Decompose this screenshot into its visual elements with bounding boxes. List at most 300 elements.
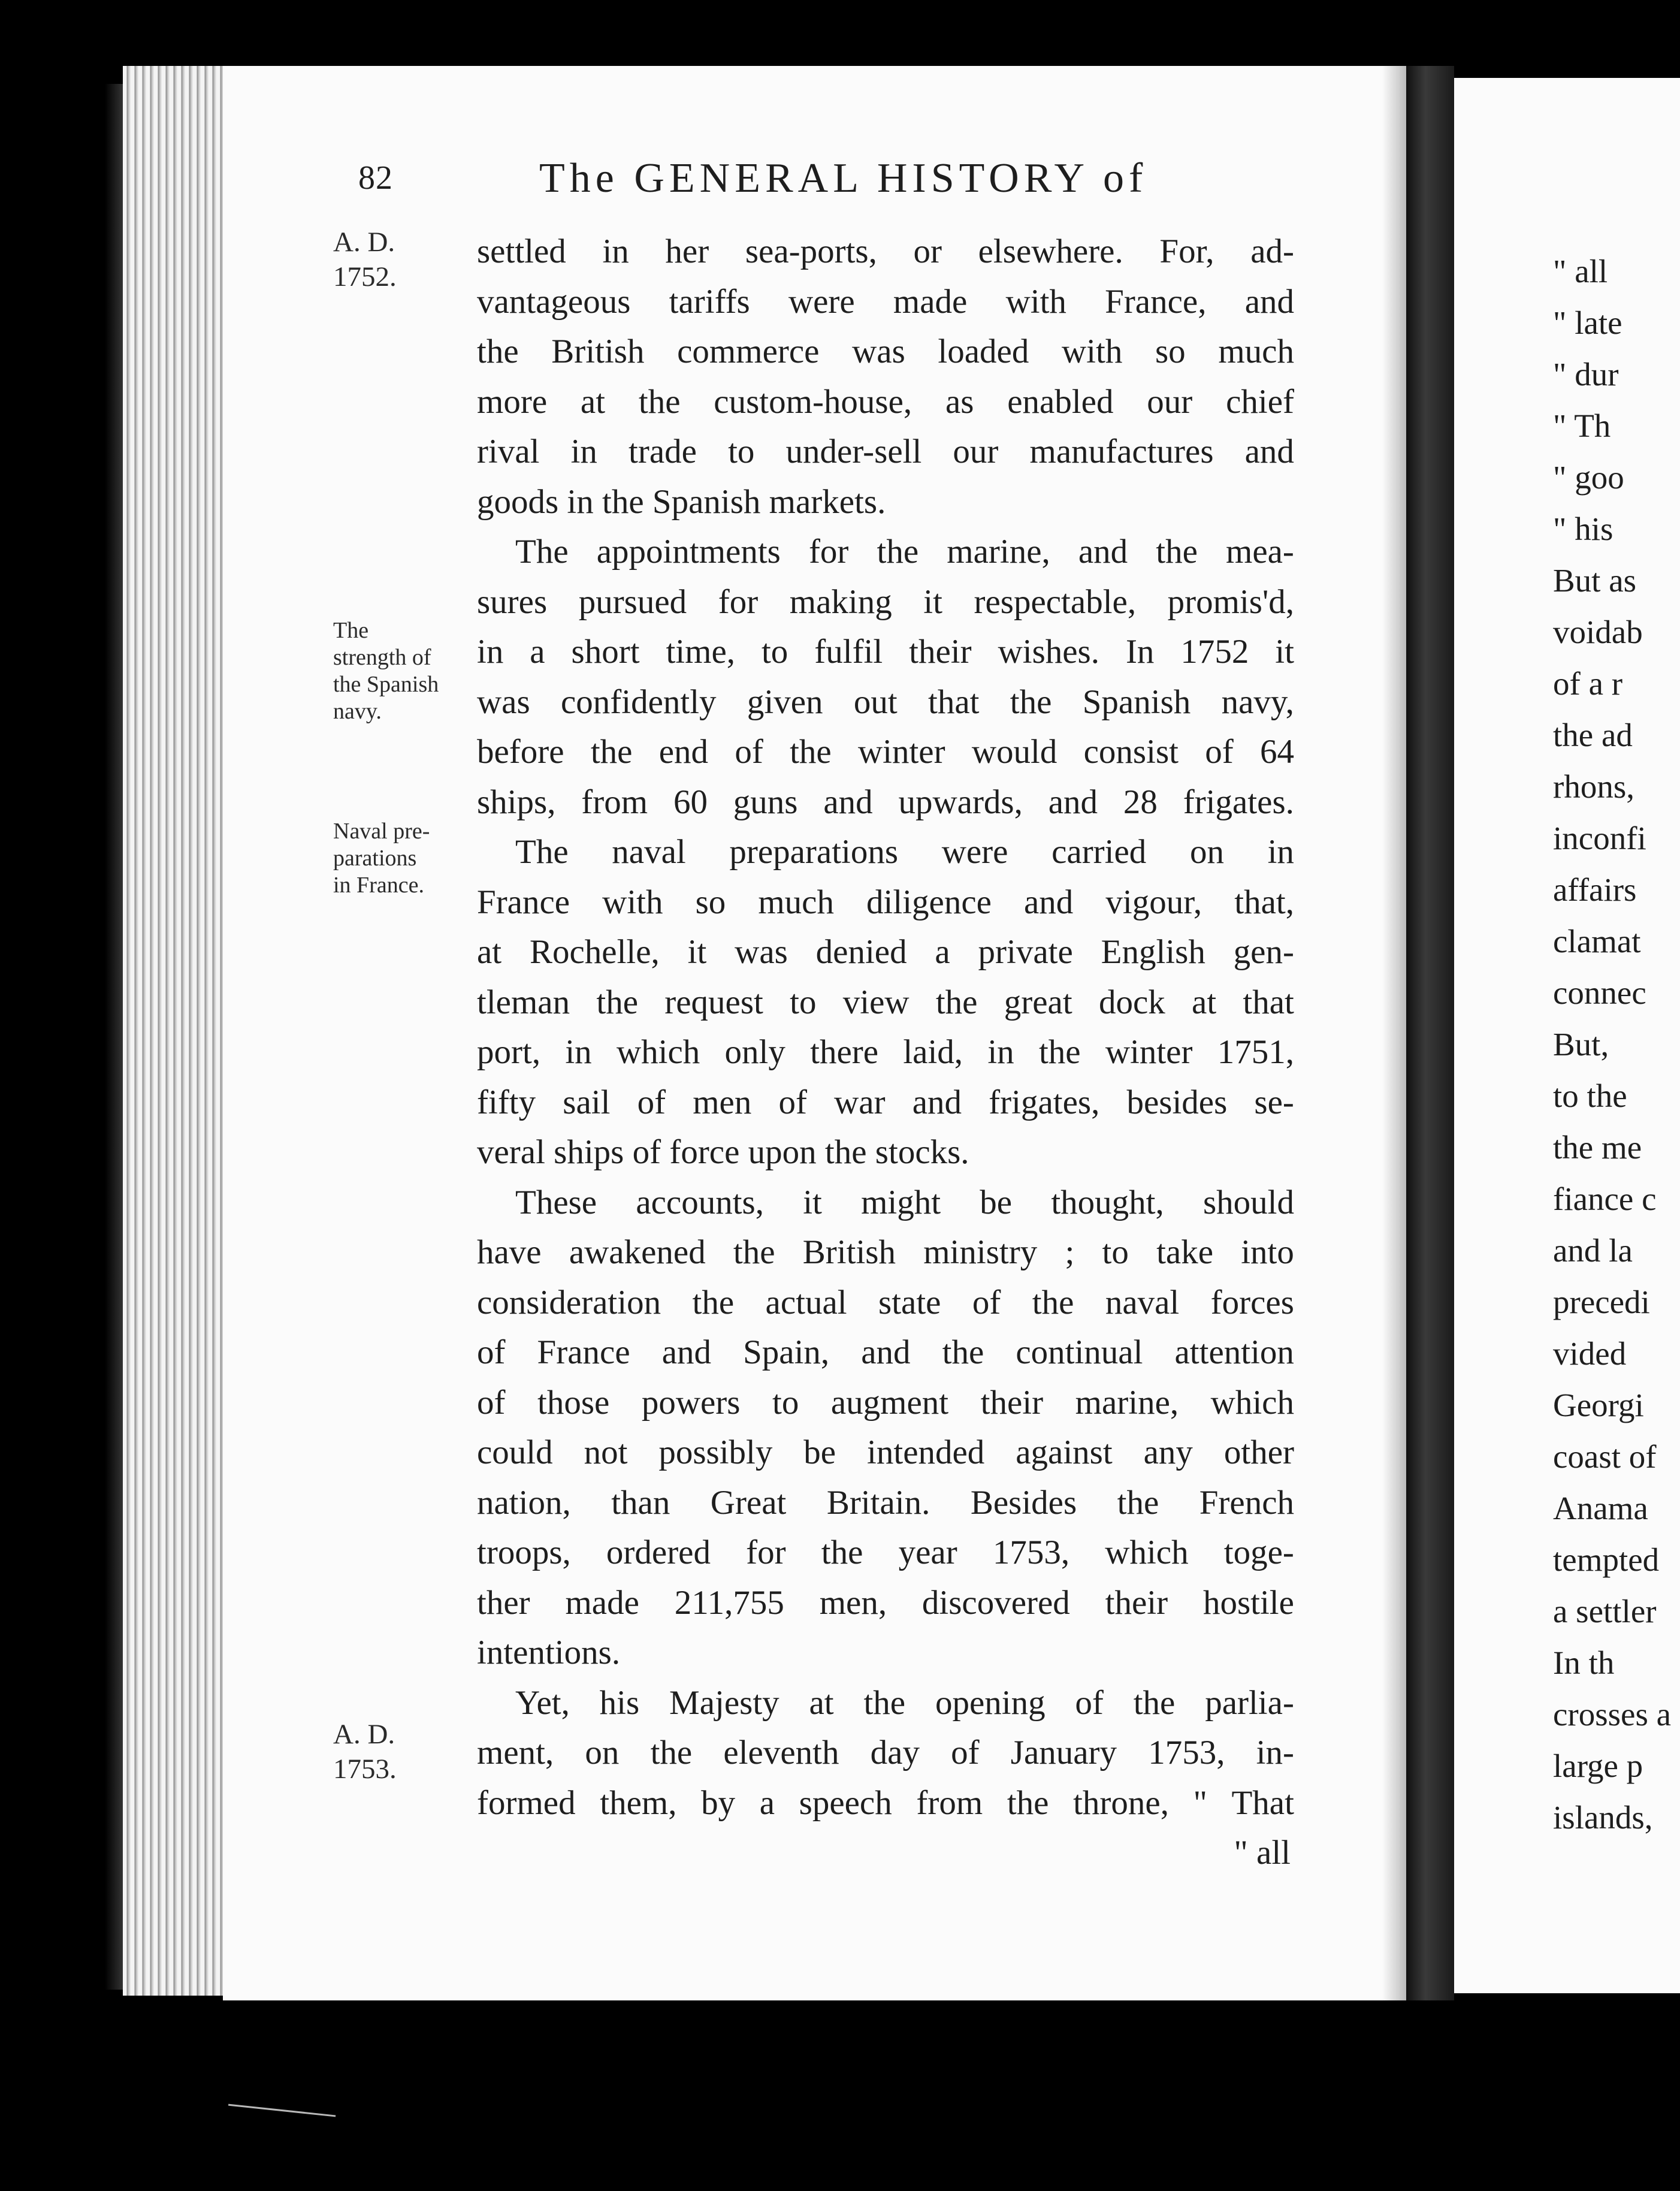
word: 211,755 <box>674 1583 784 1622</box>
word: forces <box>1210 1283 1294 1321</box>
word: 64 <box>1259 733 1294 771</box>
word: 1751, <box>1217 1033 1294 1071</box>
word: besides <box>1126 1083 1228 1121</box>
word: our <box>953 433 999 470</box>
word: at <box>809 1683 834 1722</box>
word: making <box>789 583 892 621</box>
text-line <box>477 727 1294 777</box>
right-page-line: connec <box>1553 974 1646 1011</box>
word: port, <box>477 1033 541 1071</box>
text-line <box>477 677 1294 728</box>
word: and <box>1244 433 1294 470</box>
word: should <box>1202 1183 1294 1221</box>
word: at <box>477 933 502 971</box>
word: of <box>477 1333 506 1371</box>
word: " <box>1193 1783 1207 1822</box>
word: the <box>1156 533 1198 571</box>
word: to <box>761 633 788 671</box>
word: from <box>581 783 648 821</box>
word: in- <box>1256 1734 1294 1771</box>
word: it <box>687 933 707 971</box>
text-line <box>477 977 1294 1028</box>
word: ships, <box>477 783 556 821</box>
text-line <box>477 1178 1294 1228</box>
word: frigates. <box>1183 783 1294 821</box>
word: confidently <box>560 683 717 721</box>
word: English <box>1101 933 1205 971</box>
right-page-line: large p <box>1553 1748 1643 1784</box>
word: that, <box>1234 883 1294 921</box>
word: their <box>1105 1583 1168 1622</box>
word: to <box>1102 1233 1129 1271</box>
word: given <box>747 683 823 721</box>
word: British <box>802 1233 896 1271</box>
word: marine, <box>1075 1383 1179 1422</box>
word: any <box>1143 1433 1193 1471</box>
word: parlia- <box>1205 1683 1294 1722</box>
word: ordered <box>606 1534 711 1571</box>
word: powers <box>641 1383 741 1422</box>
word: frigates, <box>989 1083 1100 1121</box>
margin-note-naval-preparations: Naval pre- parations in France. <box>333 819 430 898</box>
word: naval <box>612 833 686 871</box>
text-line <box>477 1227 1294 1278</box>
word: view <box>842 983 910 1021</box>
word: out <box>853 683 898 721</box>
word: in <box>570 433 597 470</box>
word: were <box>788 282 855 321</box>
text-line <box>477 1578 1294 1628</box>
word: which <box>616 1033 700 1071</box>
word: so <box>1155 333 1186 370</box>
word: the <box>1133 1683 1176 1722</box>
word: rival <box>477 433 540 470</box>
word: for <box>808 533 849 571</box>
word: was <box>735 933 788 971</box>
word: a <box>759 1783 775 1822</box>
word: diligence <box>866 883 992 921</box>
word: day <box>870 1734 920 1771</box>
word: great <box>1004 983 1072 1021</box>
word: denied <box>815 933 907 971</box>
word: naval <box>1105 1283 1180 1321</box>
word: awakened <box>569 1233 706 1271</box>
word: and <box>1244 282 1294 321</box>
word: the <box>1032 1283 1074 1321</box>
word: in <box>987 1033 1014 1071</box>
word: would <box>971 733 1057 771</box>
word: 28 <box>1123 783 1158 821</box>
catchword: " all <box>1234 1834 1291 1872</box>
word: ment, <box>477 1734 554 1771</box>
word: preparations <box>729 833 899 871</box>
word: tariffs <box>669 282 750 321</box>
word: his <box>599 1683 640 1722</box>
word: time, <box>666 633 736 671</box>
word: request <box>664 983 763 1021</box>
word: of <box>1205 733 1234 771</box>
word: much <box>1218 333 1294 370</box>
word: trade <box>629 433 697 470</box>
page-number: 82 <box>358 159 393 197</box>
word: nation, <box>477 1483 571 1522</box>
word: be <box>803 1433 836 1471</box>
word: These <box>515 1183 597 1221</box>
right-page-text <box>1553 246 1680 1843</box>
word: For, <box>1159 233 1214 270</box>
text-line <box>477 1428 1294 1478</box>
text-line: veral ships of force upon the stocks. <box>477 1133 969 1171</box>
word: was <box>477 683 530 721</box>
margin-date-1753: A. D. 1753. <box>333 1719 397 1785</box>
right-page-line: " all <box>1553 253 1608 289</box>
word: under-sell <box>785 433 922 470</box>
word: possibly <box>658 1433 773 1471</box>
word: made <box>893 282 968 321</box>
word: wishes. <box>998 633 1099 671</box>
word: other <box>1223 1433 1294 1471</box>
word: that <box>927 683 980 721</box>
text-line: intentions. <box>477 1634 621 1671</box>
right-page-line: Anama <box>1553 1490 1648 1526</box>
word: made <box>565 1583 639 1622</box>
word: with <box>1005 282 1066 321</box>
right-page-line: " his <box>1553 511 1613 547</box>
word: consideration <box>477 1283 661 1321</box>
word: troops, <box>477 1534 571 1571</box>
word: at <box>1192 983 1217 1021</box>
word: Yet, <box>515 1683 570 1722</box>
word: throne, <box>1073 1783 1169 1822</box>
word: the <box>1007 1783 1049 1822</box>
text-line <box>477 427 1294 477</box>
word: against <box>1016 1433 1113 1471</box>
word: the <box>733 1233 775 1271</box>
word: it <box>923 583 942 621</box>
word: hostile <box>1202 1583 1294 1622</box>
text-line <box>477 1027 1294 1078</box>
word: their <box>909 633 972 671</box>
running-head: The GENERAL HISTORY of <box>539 155 1148 201</box>
page-edges <box>123 66 228 1996</box>
word: the <box>1038 1033 1081 1071</box>
word: which <box>1105 1534 1189 1571</box>
word: her <box>665 233 709 270</box>
right-page-line: voidab <box>1553 614 1643 650</box>
word: not <box>584 1433 628 1471</box>
word: end <box>658 733 709 771</box>
word: of <box>951 1734 980 1771</box>
word: 60 <box>673 783 708 821</box>
word: before <box>477 733 564 771</box>
word: which <box>1210 1383 1294 1422</box>
word: only <box>724 1033 785 1071</box>
right-page-line: a settler <box>1553 1593 1657 1629</box>
right-page-line: islands, <box>1553 1799 1653 1836</box>
right-page-line: But as <box>1553 562 1637 599</box>
word: on <box>1189 833 1224 871</box>
word: by <box>701 1783 736 1822</box>
word: ad- <box>1250 233 1294 270</box>
word: The <box>515 533 569 571</box>
word: The <box>515 833 569 871</box>
word: the <box>477 333 519 370</box>
word: custom-house, <box>714 382 912 421</box>
word: those <box>537 1383 610 1422</box>
text-line <box>477 277 1294 327</box>
text-line <box>477 1678 1294 1728</box>
word: mea- <box>1226 533 1294 571</box>
right-page-line: But, <box>1553 1026 1609 1063</box>
word: loaded <box>938 333 1029 370</box>
scan-mark <box>228 2104 336 2124</box>
text-line <box>477 1728 1294 1778</box>
text-line <box>477 1378 1294 1428</box>
word: British <box>551 333 645 370</box>
word: opening <box>935 1683 1046 1722</box>
text-line <box>477 327 1294 377</box>
word: tleman <box>477 983 570 1021</box>
word: Besides <box>970 1483 1077 1522</box>
text-line: goods in the Spanish markets. <box>477 482 886 521</box>
word: Rochelle, <box>529 933 660 971</box>
word: much <box>758 883 834 921</box>
word: enabled <box>1007 382 1114 421</box>
word: ; <box>1065 1233 1075 1271</box>
word: actual <box>765 1283 847 1321</box>
word: into <box>1241 1233 1294 1271</box>
word: and <box>912 1083 962 1121</box>
word: and <box>661 1333 712 1371</box>
margin-date-1752: A. D. 1752. <box>333 227 397 292</box>
word: sail <box>563 1083 611 1121</box>
text-line <box>477 527 1294 577</box>
word: or <box>913 233 942 270</box>
word: was <box>852 333 905 370</box>
right-page-line: precedi <box>1553 1284 1650 1320</box>
word: upwards, <box>898 783 1023 821</box>
word: pursued <box>578 583 687 621</box>
right-page-line: " dur <box>1553 356 1619 393</box>
word: of <box>477 1383 506 1422</box>
word: and <box>1024 883 1074 921</box>
word: fulfil <box>814 633 883 671</box>
text-line <box>477 877 1294 928</box>
word: January <box>1010 1734 1117 1771</box>
word: vantageous <box>477 282 631 321</box>
word: ministry <box>923 1233 1038 1271</box>
text-line <box>477 1528 1294 1578</box>
word: in <box>1267 833 1294 871</box>
word: discovered <box>921 1583 1070 1622</box>
word: navy, <box>1221 683 1294 721</box>
word: for <box>718 583 759 621</box>
word: them, <box>600 1783 677 1822</box>
word: from <box>916 1783 983 1822</box>
word: intended <box>867 1433 985 1471</box>
word: consist <box>1083 733 1179 771</box>
word: take <box>1156 1233 1213 1271</box>
word: French <box>1199 1483 1294 1522</box>
word: the <box>1010 683 1052 721</box>
word: appointments <box>596 533 781 571</box>
word: on <box>585 1734 620 1771</box>
word: in <box>602 233 629 270</box>
word: dock <box>1098 983 1165 1021</box>
word: ther <box>477 1583 530 1622</box>
word: laid, <box>903 1033 963 1071</box>
word: promis'd, <box>1167 583 1294 621</box>
word: in <box>565 1033 592 1071</box>
right-page-line: of a r <box>1553 665 1623 702</box>
word: the <box>821 1534 863 1571</box>
word: a <box>935 933 950 971</box>
word: the <box>942 1333 984 1371</box>
word: and <box>1078 533 1128 571</box>
book-gutter <box>1406 66 1454 2000</box>
word: the <box>590 733 633 771</box>
right-page-line: affairs <box>1553 871 1637 908</box>
word: elsewhere. <box>978 233 1123 270</box>
text-line <box>477 1078 1294 1128</box>
word: Britain. <box>826 1483 930 1522</box>
word: year <box>898 1534 957 1571</box>
word: that <box>1243 983 1294 1021</box>
word: to <box>790 983 817 1021</box>
word: France, <box>1105 282 1207 321</box>
word: settled <box>477 233 566 270</box>
word: men, <box>819 1583 887 1622</box>
word: carried <box>1051 833 1147 871</box>
word: of <box>972 1283 1001 1321</box>
text-line <box>477 827 1294 877</box>
word: winter <box>1105 1033 1193 1071</box>
word: 1753, <box>992 1534 1070 1571</box>
word: the <box>638 382 681 421</box>
word: with <box>602 883 663 921</box>
right-page-line: the ad <box>1553 717 1633 753</box>
word: than <box>611 1483 670 1522</box>
word: speech <box>799 1783 892 1822</box>
word: chief <box>1226 382 1294 421</box>
word: the <box>596 983 639 1021</box>
word: could <box>477 1433 553 1471</box>
word: state <box>878 1283 941 1321</box>
word: be <box>980 1183 1013 1221</box>
word: of <box>637 1083 666 1121</box>
word: as <box>945 382 974 421</box>
right-page-line: fiance c <box>1553 1181 1657 1217</box>
right-page-line: and la <box>1553 1232 1633 1269</box>
word: were <box>941 833 1008 871</box>
word: to <box>772 1383 799 1422</box>
word: In <box>1125 633 1155 671</box>
word: Spain, <box>743 1333 830 1371</box>
word: Spanish <box>1082 683 1191 721</box>
word: se- <box>1254 1083 1294 1121</box>
word: more <box>477 382 548 421</box>
word: toge- <box>1223 1534 1294 1571</box>
word: have <box>477 1233 542 1271</box>
word: the <box>692 1283 735 1321</box>
right-page-line: to the <box>1553 1078 1627 1114</box>
word: formed <box>477 1783 576 1822</box>
word: Majesty <box>669 1683 779 1722</box>
right-page-line: inconfi <box>1553 820 1646 856</box>
word: men <box>693 1083 752 1121</box>
word: respectable, <box>974 583 1137 621</box>
word: a <box>530 633 545 671</box>
word: our <box>1147 382 1193 421</box>
text-line <box>477 627 1294 677</box>
word: fifty <box>477 1083 536 1121</box>
word: 1753, <box>1148 1734 1225 1771</box>
word: and <box>823 783 873 821</box>
word: the <box>877 533 919 571</box>
word: it <box>803 1183 822 1221</box>
text-line <box>477 1478 1294 1528</box>
right-page-line: " late <box>1553 304 1622 341</box>
body-text <box>477 227 1294 1878</box>
word: private <box>978 933 1073 971</box>
word: guns <box>733 783 798 821</box>
word: at <box>580 382 606 421</box>
word: of <box>1075 1683 1104 1722</box>
right-page-line: tempted <box>1553 1541 1660 1578</box>
right-page-line: Georgi <box>1553 1387 1644 1423</box>
word: attention <box>1174 1333 1294 1371</box>
word: France <box>537 1333 630 1371</box>
word: France <box>477 883 570 921</box>
word: the <box>935 983 978 1021</box>
right-page-line: crosses a <box>1553 1696 1672 1733</box>
right-page-line: " Th <box>1553 408 1611 444</box>
word: winter <box>857 733 945 771</box>
right-page-line: clamat <box>1553 923 1641 959</box>
word: vigour, <box>1105 883 1202 921</box>
word: accounts, <box>636 1183 764 1221</box>
word: war <box>834 1083 886 1121</box>
margin-note-spanish-navy: The strength of the Spanish navy. <box>333 618 439 724</box>
text-line <box>477 927 1294 977</box>
word: augment <box>830 1383 949 1422</box>
text-line <box>477 1278 1294 1328</box>
word: eleventh <box>723 1734 839 1771</box>
right-page-line: coast of <box>1553 1438 1657 1475</box>
word: commerce <box>677 333 820 370</box>
word: it <box>1275 633 1294 671</box>
word: and <box>861 1333 911 1371</box>
text-line <box>477 577 1294 627</box>
word: gen- <box>1233 933 1294 971</box>
word: of <box>735 733 763 771</box>
right-page-line: the me <box>1553 1129 1642 1166</box>
word: Great <box>710 1483 787 1522</box>
word: continual <box>1016 1333 1143 1371</box>
word: there <box>810 1033 879 1071</box>
word: thought, <box>1051 1183 1164 1221</box>
word: That <box>1231 1783 1294 1822</box>
word: and <box>1048 783 1098 821</box>
word: might <box>861 1183 941 1221</box>
word: marine, <box>947 533 1050 571</box>
word: short <box>571 633 640 671</box>
right-page-line: " goo <box>1553 459 1624 496</box>
text-line <box>477 1327 1294 1378</box>
word: the <box>863 1683 906 1722</box>
word: the <box>650 1734 693 1771</box>
word: with <box>1062 333 1123 370</box>
